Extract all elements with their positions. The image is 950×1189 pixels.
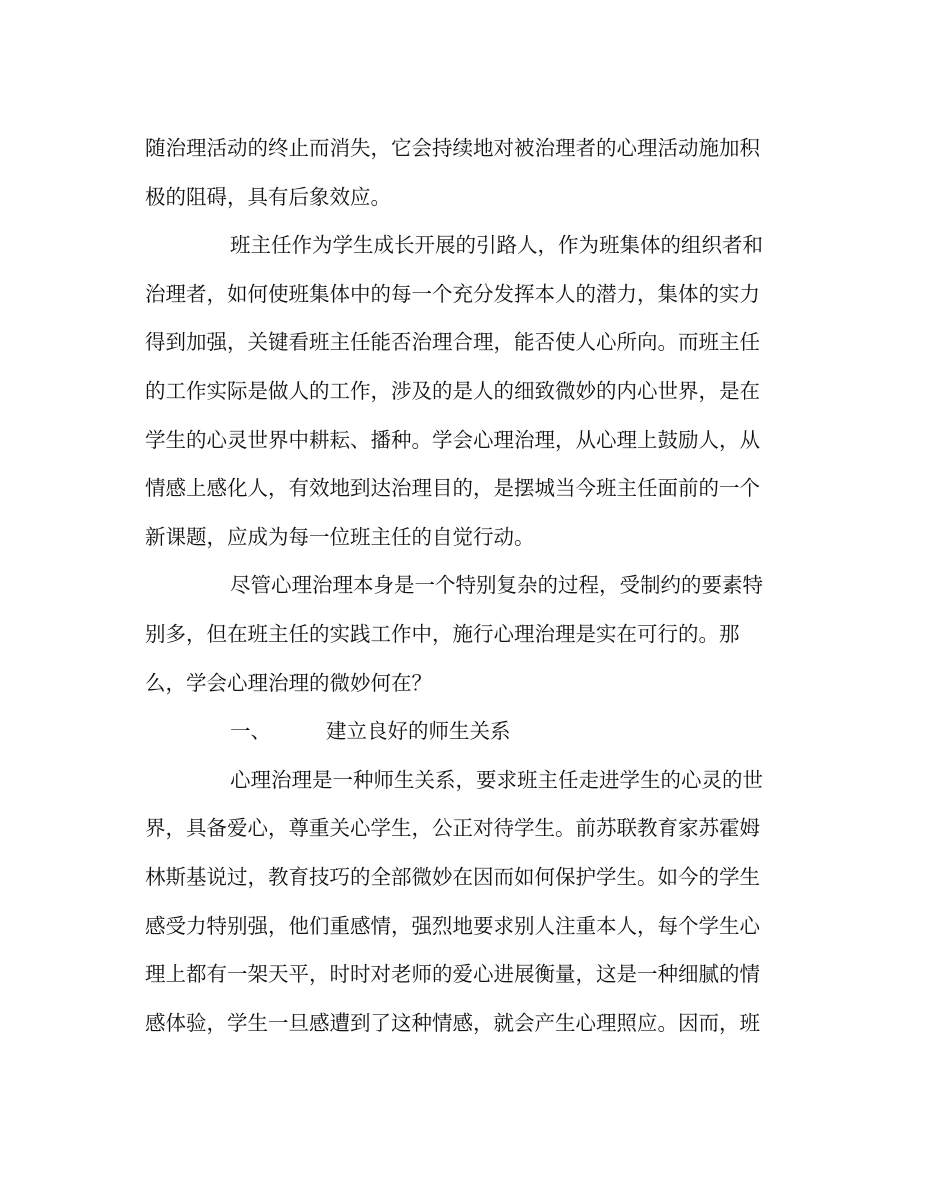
paragraph-2-line: 得到加强，关键看班主任能否治理合理，能否使人心所向。而班主任 [145, 330, 760, 355]
paragraph-4-line: 理上都有一架天平，时时对老师的爱心进展衡量，这是一种细腻的情 [145, 962, 760, 987]
paragraph-2-line: 情感上感化人，有效地到达治理目的，是摆城当今班主任面前的一个 [145, 476, 760, 501]
document-body [145, 128, 805, 1051]
paragraph-1-line: 随治理活动的终止而消失，它会持续地对被治理者的心理活动施加积 [145, 136, 760, 160]
paragraph-4-line: 界，具备爱心，尊重关心学生，公正对待学生。前苏联教育家苏霍姆 [145, 816, 760, 841]
paragraph-3-line: 别多，但在班主任的实践工作中，施行心理治理是实在可行的。那 [145, 621, 740, 646]
paragraph-3-line: 么，学会心理治理的微妙何在？ [145, 670, 432, 695]
section-heading-title: 建立良好的师生关系 [326, 719, 511, 744]
paragraph-3-line: 尽管心理治理本身是一个特别复杂的过程，受制约的要素特 [230, 573, 763, 598]
paragraph-4-line: 感受力特别强，他们重感情，强烈地要求别人注重本人，每个学生心 [145, 913, 760, 938]
paragraph-4-line: 林斯基说过，教育技巧的全部微妙在因而如何保护学生。如今的学生 [145, 864, 760, 889]
paragraph-2-line: 治理者，如何使班集体中的每一个充分发挥本人的潜力，集体的实力 [145, 281, 760, 306]
paragraph-2-line: 新课题，应成为每一位班主任的自觉行动。 [145, 524, 535, 549]
section-heading [145, 711, 805, 760]
paragraph-2-line: 学生的心灵世界中耕耘、播种。学会心理治理，从心理上鼓励人，从 [145, 427, 760, 452]
paragraph-2-line: 的工作实际是做人的工作，涉及的是人的细致微妙的内心世界，是在 [145, 378, 760, 403]
paragraph-4-line: 心理治理是一种师生关系，要求班主任走进学生的心灵的世 [230, 767, 763, 792]
paragraph-1-line: 极的阻碍，具有后象效应。 [145, 184, 391, 209]
section-heading-number: 一、 [230, 719, 271, 744]
paragraph-4-line: 感体验，学生一旦感遭到了这种情感，就会产生心理照应。因而，班 [145, 1010, 760, 1035]
paragraph-2-line: 班主任作为学生成长开展的引路人，作为班集体的组织者和 [230, 233, 763, 258]
